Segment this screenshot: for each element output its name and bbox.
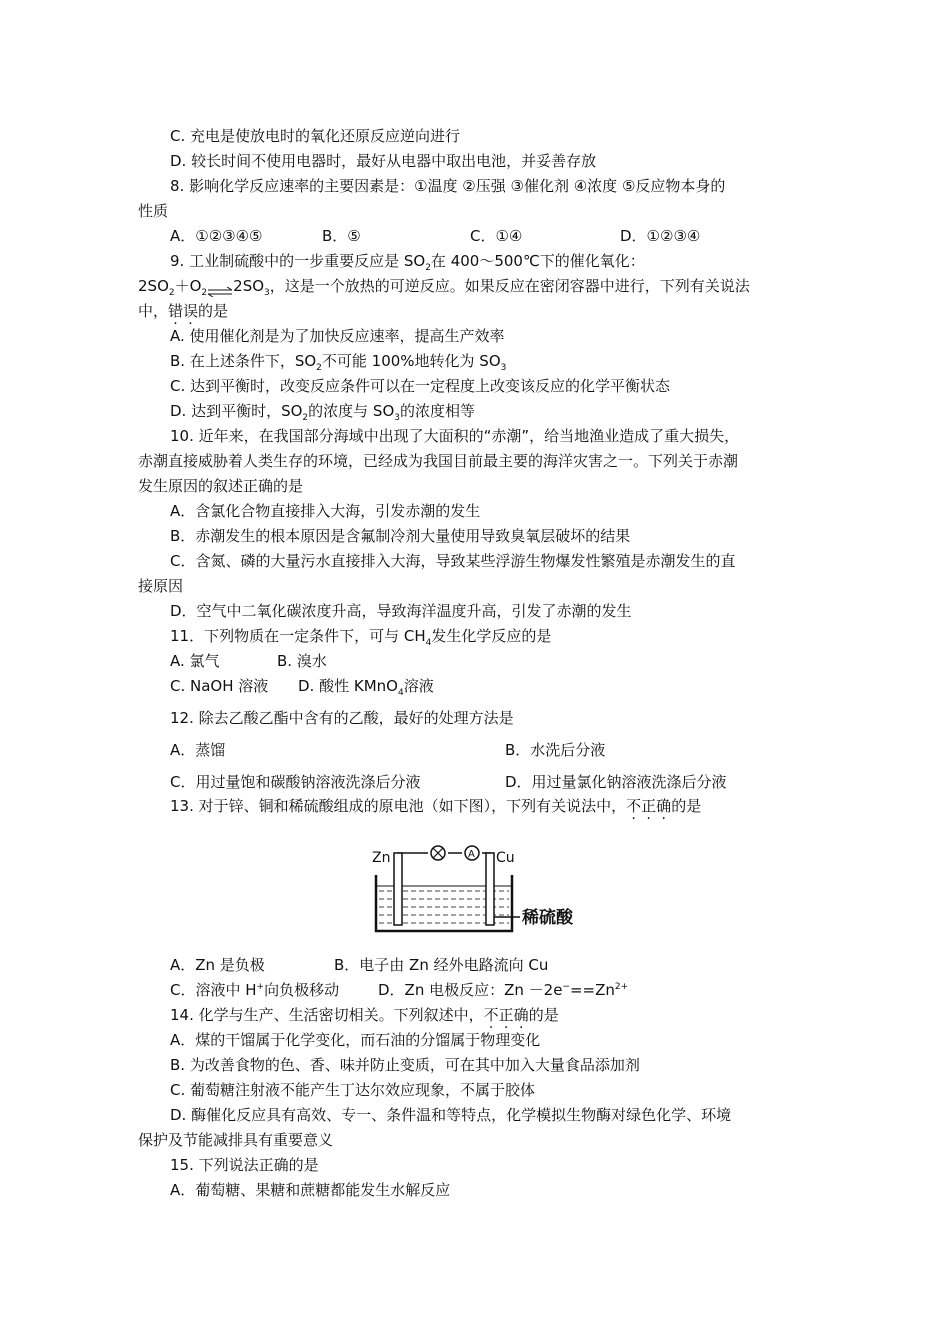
q9-stem-cont: 中，错误的是 xyxy=(138,302,229,320)
q11-option-b: B. 溴水 xyxy=(277,652,327,670)
q9-option-b: B. 在上述条件下，$SO_2$不可能 100%地转化为 $SO_3$ xyxy=(170,352,507,373)
q10-option-a: A．含氯化合物直接排入大海，引发赤潮的发生 xyxy=(170,502,481,520)
q14-option-d: D. 酶催化反应具有高效、专一、条件温和等特点，化学模拟生物酶对绿色化学、环境 xyxy=(170,1106,732,1124)
q10-option-d: D．空气中二氧化碳浓度升高，导致海洋温度升高，引发了赤潮的发生 xyxy=(170,602,632,620)
q12-option-a: A．蒸馏 xyxy=(170,741,226,759)
q14-stem: 14. 化学与生产、生活密切相关。下列叙述中，不正确的是 xyxy=(170,1006,559,1024)
q13-option-c: C．溶液中 H+向负极移动 xyxy=(170,981,340,999)
q14-option-a: A．煤的干馏属于化学变化，而石油的分馏属于物理变化 xyxy=(170,1031,541,1049)
q11-option-c: C. NaOH 溶液 xyxy=(170,677,269,695)
galvanic-cell-figure xyxy=(370,845,580,945)
q13-stem: 13. 对于锌、铜和稀硫酸组成的原电池（如下图），下列有关说法中，不正确的是 xyxy=(170,797,702,815)
q7-option-d: D. 较长时间不使用电器时，最好从电器中取出电池，并妥善存放 xyxy=(170,152,597,170)
q12-option-c: C．用过量饱和碳酸钠溶液洗涤后分液 xyxy=(170,773,421,791)
q9-equation-line: $2SO_2+O_2$ $2SO_3$，这是一个放热的可逆反应。如果反应在密闭容器中进行，下列有关说法 xyxy=(138,277,750,298)
q12-option-b: B．水洗后分液 xyxy=(505,741,606,759)
q13-option-a: A．Zn 是负极 xyxy=(170,956,265,974)
q9-option-c: C. 达到平衡时，改变反应条件可以在一定程度上改变该反应的化学平衡状态 xyxy=(170,377,671,395)
q7-option-c: C. 充电是使放电时的氧化还原反应逆向进行 xyxy=(170,127,461,145)
q15-stem: 15. 下列说法正确的是 xyxy=(170,1156,319,1174)
q14-option-d-cont: 保护及节能减排具有重要意义 xyxy=(138,1131,334,1149)
q10-stem-cont-1: 赤潮直接威胁着人类生存的环境，已经成为我国目前最主要的海洋灾害之一。下列关于赤潮 xyxy=(138,452,739,470)
q8-option-a: A．①②③④⑤ xyxy=(170,227,263,245)
q10-stem: 10. 近年来，在我国部分海域中出现了大面积的“赤潮”，给当地渔业造成了重大损失， xyxy=(170,427,740,445)
q11-option-d: D. 酸性 KMnO$_4$溶液 xyxy=(298,677,434,698)
q8-option-b: B．⑤ xyxy=(322,227,361,245)
galvanic-cell-diagram xyxy=(370,845,580,945)
q9-stem: 9. 工业制硫酸中的一步重要反应是 $SO_2$在 400～500℃下的催化氧化： xyxy=(170,252,645,273)
q8-option-c: C．①④ xyxy=(470,227,523,245)
q8-stem: 8. 影响化学反应速率的主要因素是：①温度 ②压强 ③催化剂 ④浓度 ⑤反应物本身的 xyxy=(170,177,726,195)
q8-stem-cont: 性质 xyxy=(138,202,169,220)
svg-text:A: A xyxy=(468,849,475,860)
q14-option-b: B. 为改善食物的色、香、味并防止变质，可在其中加入大量食品添加剂 xyxy=(170,1056,640,1074)
q12-option-d: D．用过量氯化钠溶液洗涤后分液 xyxy=(505,773,727,791)
q10-option-c-cont: 接原因 xyxy=(138,577,184,595)
q15-option-a: A．葡萄糖、果糖和蔗糖都能发生水解反应 xyxy=(170,1181,451,1199)
cu-label: Cu xyxy=(496,850,515,866)
q11-stem: 11．下列物质在一定条件下，可与 $CH_4$发生化学反应的是 xyxy=(170,627,552,648)
q9-option-d: D. 达到平衡时，$SO_2$的浓度与 $SO_3$的浓度相等 xyxy=(170,402,476,423)
zinc-electrode xyxy=(394,853,402,925)
q12-stem: 12. 除去乙酸乙酯中含有的乙酸，最好的处理方法是 xyxy=(170,709,514,727)
copper-electrode xyxy=(486,853,494,925)
sulfuric-acid-label: 稀硫酸 xyxy=(522,908,573,928)
q8-option-d: D．①②③④ xyxy=(620,227,701,245)
zn-label: Zn xyxy=(372,850,391,866)
q10-option-c: C．含氮、磷的大量污水直接排入大海，导致某些浮游生物爆发性繁殖是赤潮发生的直 xyxy=(170,552,736,570)
q10-stem-cont-2: 发生原因的叙述正确的是 xyxy=(138,477,304,495)
q13-option-d: D．Zn 电极反应：$Zn -2e^-==Zn^{2+}$ xyxy=(378,981,629,999)
q10-option-b: B．赤潮发生的根本原因是含氟制冷剂大量使用导致臭氧层破坏的结果 xyxy=(170,527,631,545)
reversible-arrow-icon xyxy=(207,282,233,292)
q9-option-a: A. 使用催化剂是为了加快反应速率，提高生产效率 xyxy=(170,327,505,345)
q13-option-b: B．电子由 Zn 经外电路流向 Cu xyxy=(334,956,549,974)
q14-option-c: C. 葡萄糖注射液不能产生丁达尔效应现象，不属于胶体 xyxy=(170,1081,536,1099)
q11-option-a: A. 氯气 xyxy=(170,652,220,670)
